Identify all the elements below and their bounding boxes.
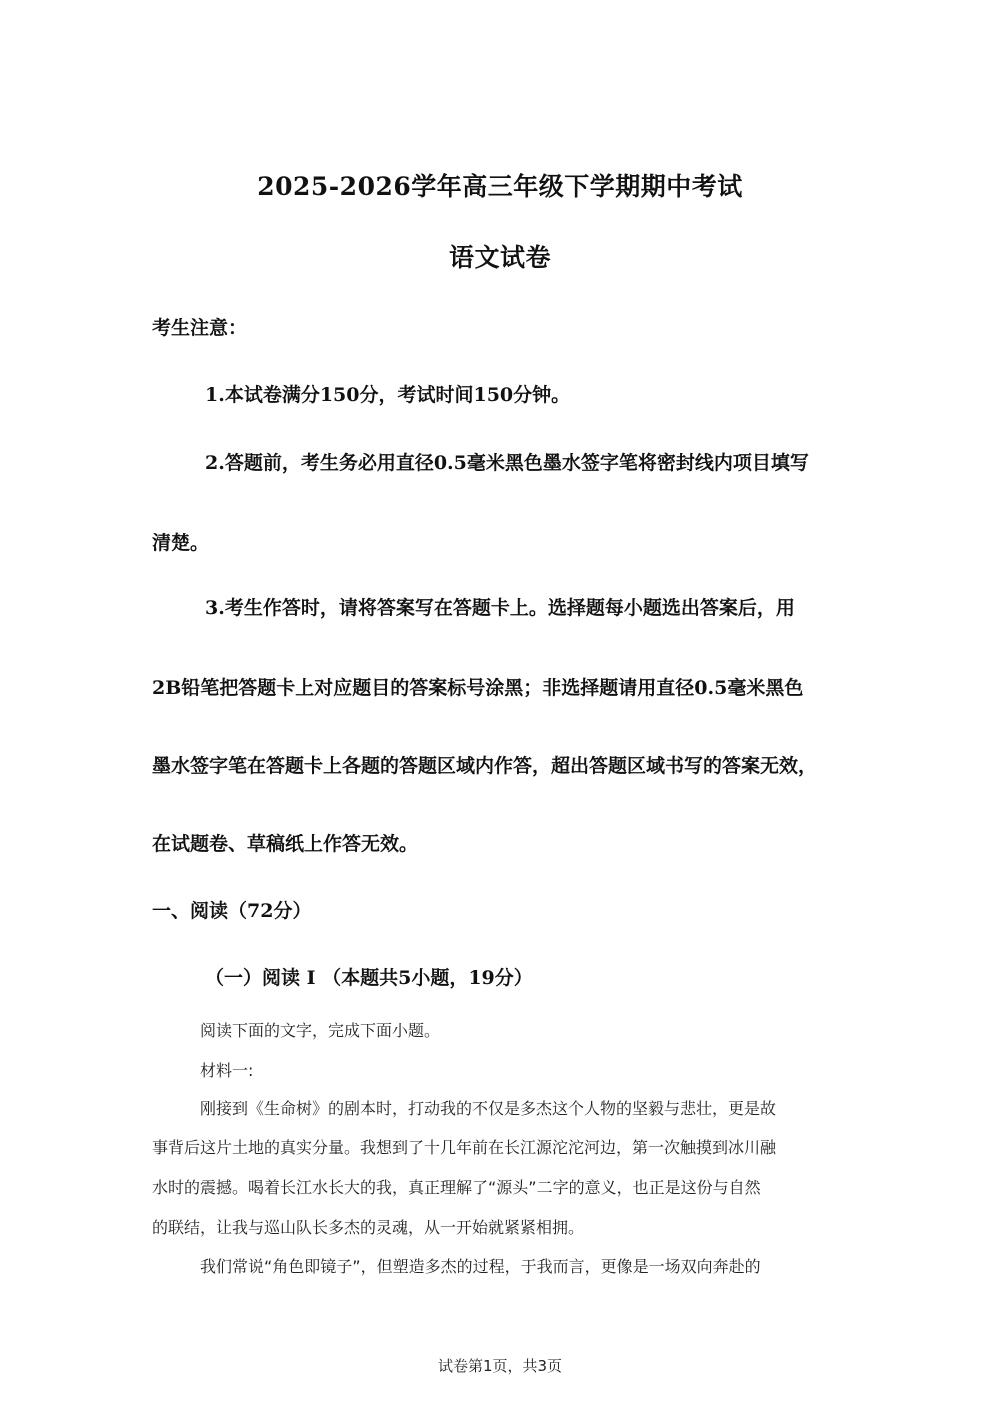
material-paragraph-2-line-1: 我们常说“角色即镜子”，但塑造多杰的过程，于我而言，更像是一场双向奔赴的 (200, 1257, 761, 1276)
exam-title: 2025-2026学年高三年级下学期期中考试 (257, 172, 743, 201)
notice-item-3-line-3: 墨水签字笔在答题卡上各题的答题区域内作答，超出答题区域书写的答案无效， (152, 755, 818, 777)
subsection-heading: （一）阅读 I （本题共5小题，19分） (205, 967, 533, 989)
material-paragraph-1-line-4: 的联结，让我与巡山队长多杰的灵魂，从一开始就紧紧相拥。 (152, 1218, 585, 1237)
material-label: 材料一: (200, 1061, 254, 1080)
exam-subject-title: 语文试卷 (448, 243, 551, 272)
section-heading: 一、阅读（72分） (152, 900, 312, 922)
notice-item-3-line-2: 2B铅笔把答题卡上对应题目的答案标号涂黑；非选择题请用直径0.5毫米黑色 (152, 677, 804, 699)
notice-item-3-line-1: 3.考生作答时，请将答案写在答题卡上。选择题每小题选出答案后，用 (205, 597, 795, 619)
notice-item-2-line-2: 清楚。 (152, 532, 210, 554)
notice-item-3-line-4: 在试题卷、草稿纸上作答无效。 (152, 833, 419, 855)
notice-item-1: 1.本试卷满分150分，考试时间150分钟。 (205, 384, 571, 406)
reading-instruction: 阅读下面的文字，完成下面小题。 (200, 1021, 441, 1040)
page-footer: 试卷第1页，共3页 (437, 1357, 563, 1375)
material-paragraph-1-line-1: 刚接到《生命树》的剧本时，打动我的不仅是多杰这个人物的坚毅与悲壮，更是故 (200, 1099, 777, 1118)
notice-heading: 考生注意： (152, 317, 248, 339)
notice-item-2-line-1: 2.答题前，考生务必用直径0.5毫米黑色墨水签字笔将密封线内项目填写 (205, 452, 809, 474)
material-paragraph-1-line-2: 事背后这片土地的真实分量。我想到了十几年前在长江源沱沱河边，第一次触摸到冰川融 (152, 1138, 777, 1157)
material-paragraph-1-line-3: 水时的震撼。喝着长江水长大的我，真正理解了“源头”二字的意义，也正是这份与自然 (152, 1178, 761, 1197)
